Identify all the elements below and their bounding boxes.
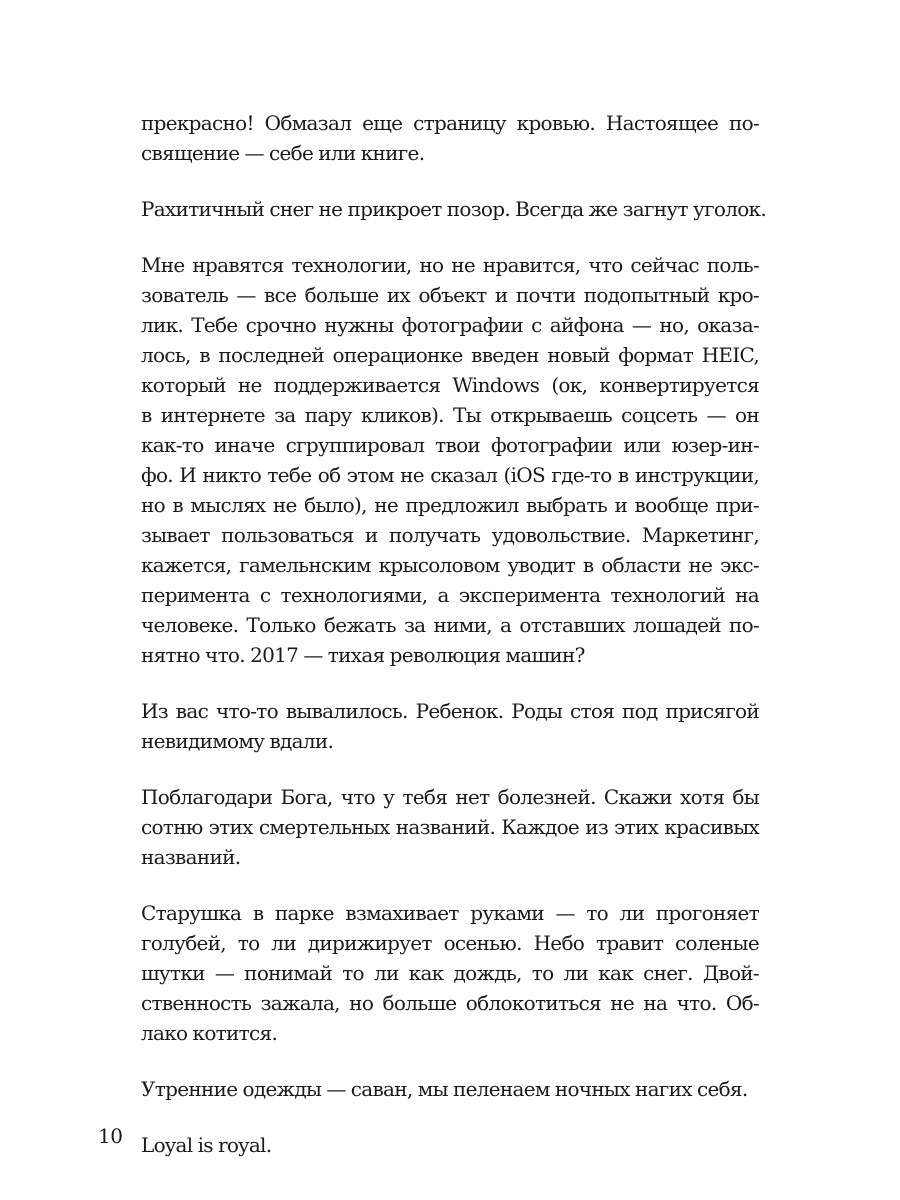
text-line: прекрасно! Обмазал еще страницу кровью. Настоящее по- xyxy=(141,111,759,135)
text-line: Рахитичный снег не прикроет позор. Всегда же загнут уголок. xyxy=(141,197,766,221)
text-line: зывает пользоваться и получать удовольствие. Маркетинг, xyxy=(141,523,759,547)
text-line: зователь — все больше их объект и почти подопытный кро- xyxy=(141,283,759,307)
text-line: в интернете за пару кликов). Ты открываешь соцсеть — он xyxy=(141,403,759,427)
page-number: 10 xyxy=(98,1124,123,1148)
text-line: Loyal is royal. xyxy=(141,1133,272,1157)
paragraph-8 xyxy=(141,1130,759,1160)
text-line: человеке. Только бежать за ними, а отставших лошадей по- xyxy=(141,613,759,637)
text-line: который не поддерживается Windows (ок, конвертируется xyxy=(141,373,759,397)
text-line: шутки — понимай то ли как дождь, то ли как снег. Двой- xyxy=(141,961,759,985)
paragraph-3 xyxy=(141,250,759,670)
text-line: лако котится. xyxy=(141,1021,278,1045)
page-body xyxy=(141,108,766,1186)
paragraph-4 xyxy=(141,696,759,756)
paragraph-6 xyxy=(141,898,759,1048)
paragraph-7 xyxy=(141,1074,759,1104)
text-line: сотню этих смертельных названий. Каждое из этих красивых xyxy=(141,815,759,839)
text-line: голубей, то ли дирижирует осенью. Небо травит соленые xyxy=(141,931,759,955)
text-line: Мне нравятся технологии, но не нравится, что сейчас поль- xyxy=(141,253,759,277)
text-line: кажется, гамельнским крысоловом уводит в области не экс- xyxy=(141,553,759,577)
text-line: как-то иначе сгруппировал твои фотографии или юзер-ин- xyxy=(141,433,759,457)
text-line: Из вас что-то вывалилось. Ребенок. Роды стоя под присягой xyxy=(141,699,759,723)
text-line: названий. xyxy=(141,845,241,869)
text-line: но в мыслях не было), не предложил выбрать и вообще при- xyxy=(141,493,759,517)
text-line: нятно что. 2017 — тихая революция машин? xyxy=(141,643,585,667)
text-line: фо. И никто тебе об этом не сказал (iOS где-то в инструкции, xyxy=(141,463,759,487)
text-line: Старушка в парке взмахивает руками — то ли прогоняет xyxy=(141,901,759,925)
text-line: лось, в последней операционке введен новый формат HEIC, xyxy=(141,343,759,367)
text-line: Поблагодари Бога, что у тебя нет болезней. Скажи хотя бы xyxy=(141,785,759,809)
text-line: Утренние одежды — саван, мы пеленаем ночных нагих себя. xyxy=(141,1077,748,1101)
text-line: невидимому вдали. xyxy=(141,729,334,753)
text-line: перимента с технологиями, а эксперимента технологий на xyxy=(141,583,759,607)
text-line: лик. Тебе срочно нужны фотографии с айфона — но, оказа- xyxy=(141,313,759,337)
paragraph-2 xyxy=(141,194,766,224)
paragraph-1 xyxy=(141,108,759,168)
text-line: ственность зажала, но больше облокотиться не на что. Об- xyxy=(141,991,759,1015)
paragraph-5 xyxy=(141,782,759,872)
text-line: священие — себе или книге. xyxy=(141,141,425,165)
